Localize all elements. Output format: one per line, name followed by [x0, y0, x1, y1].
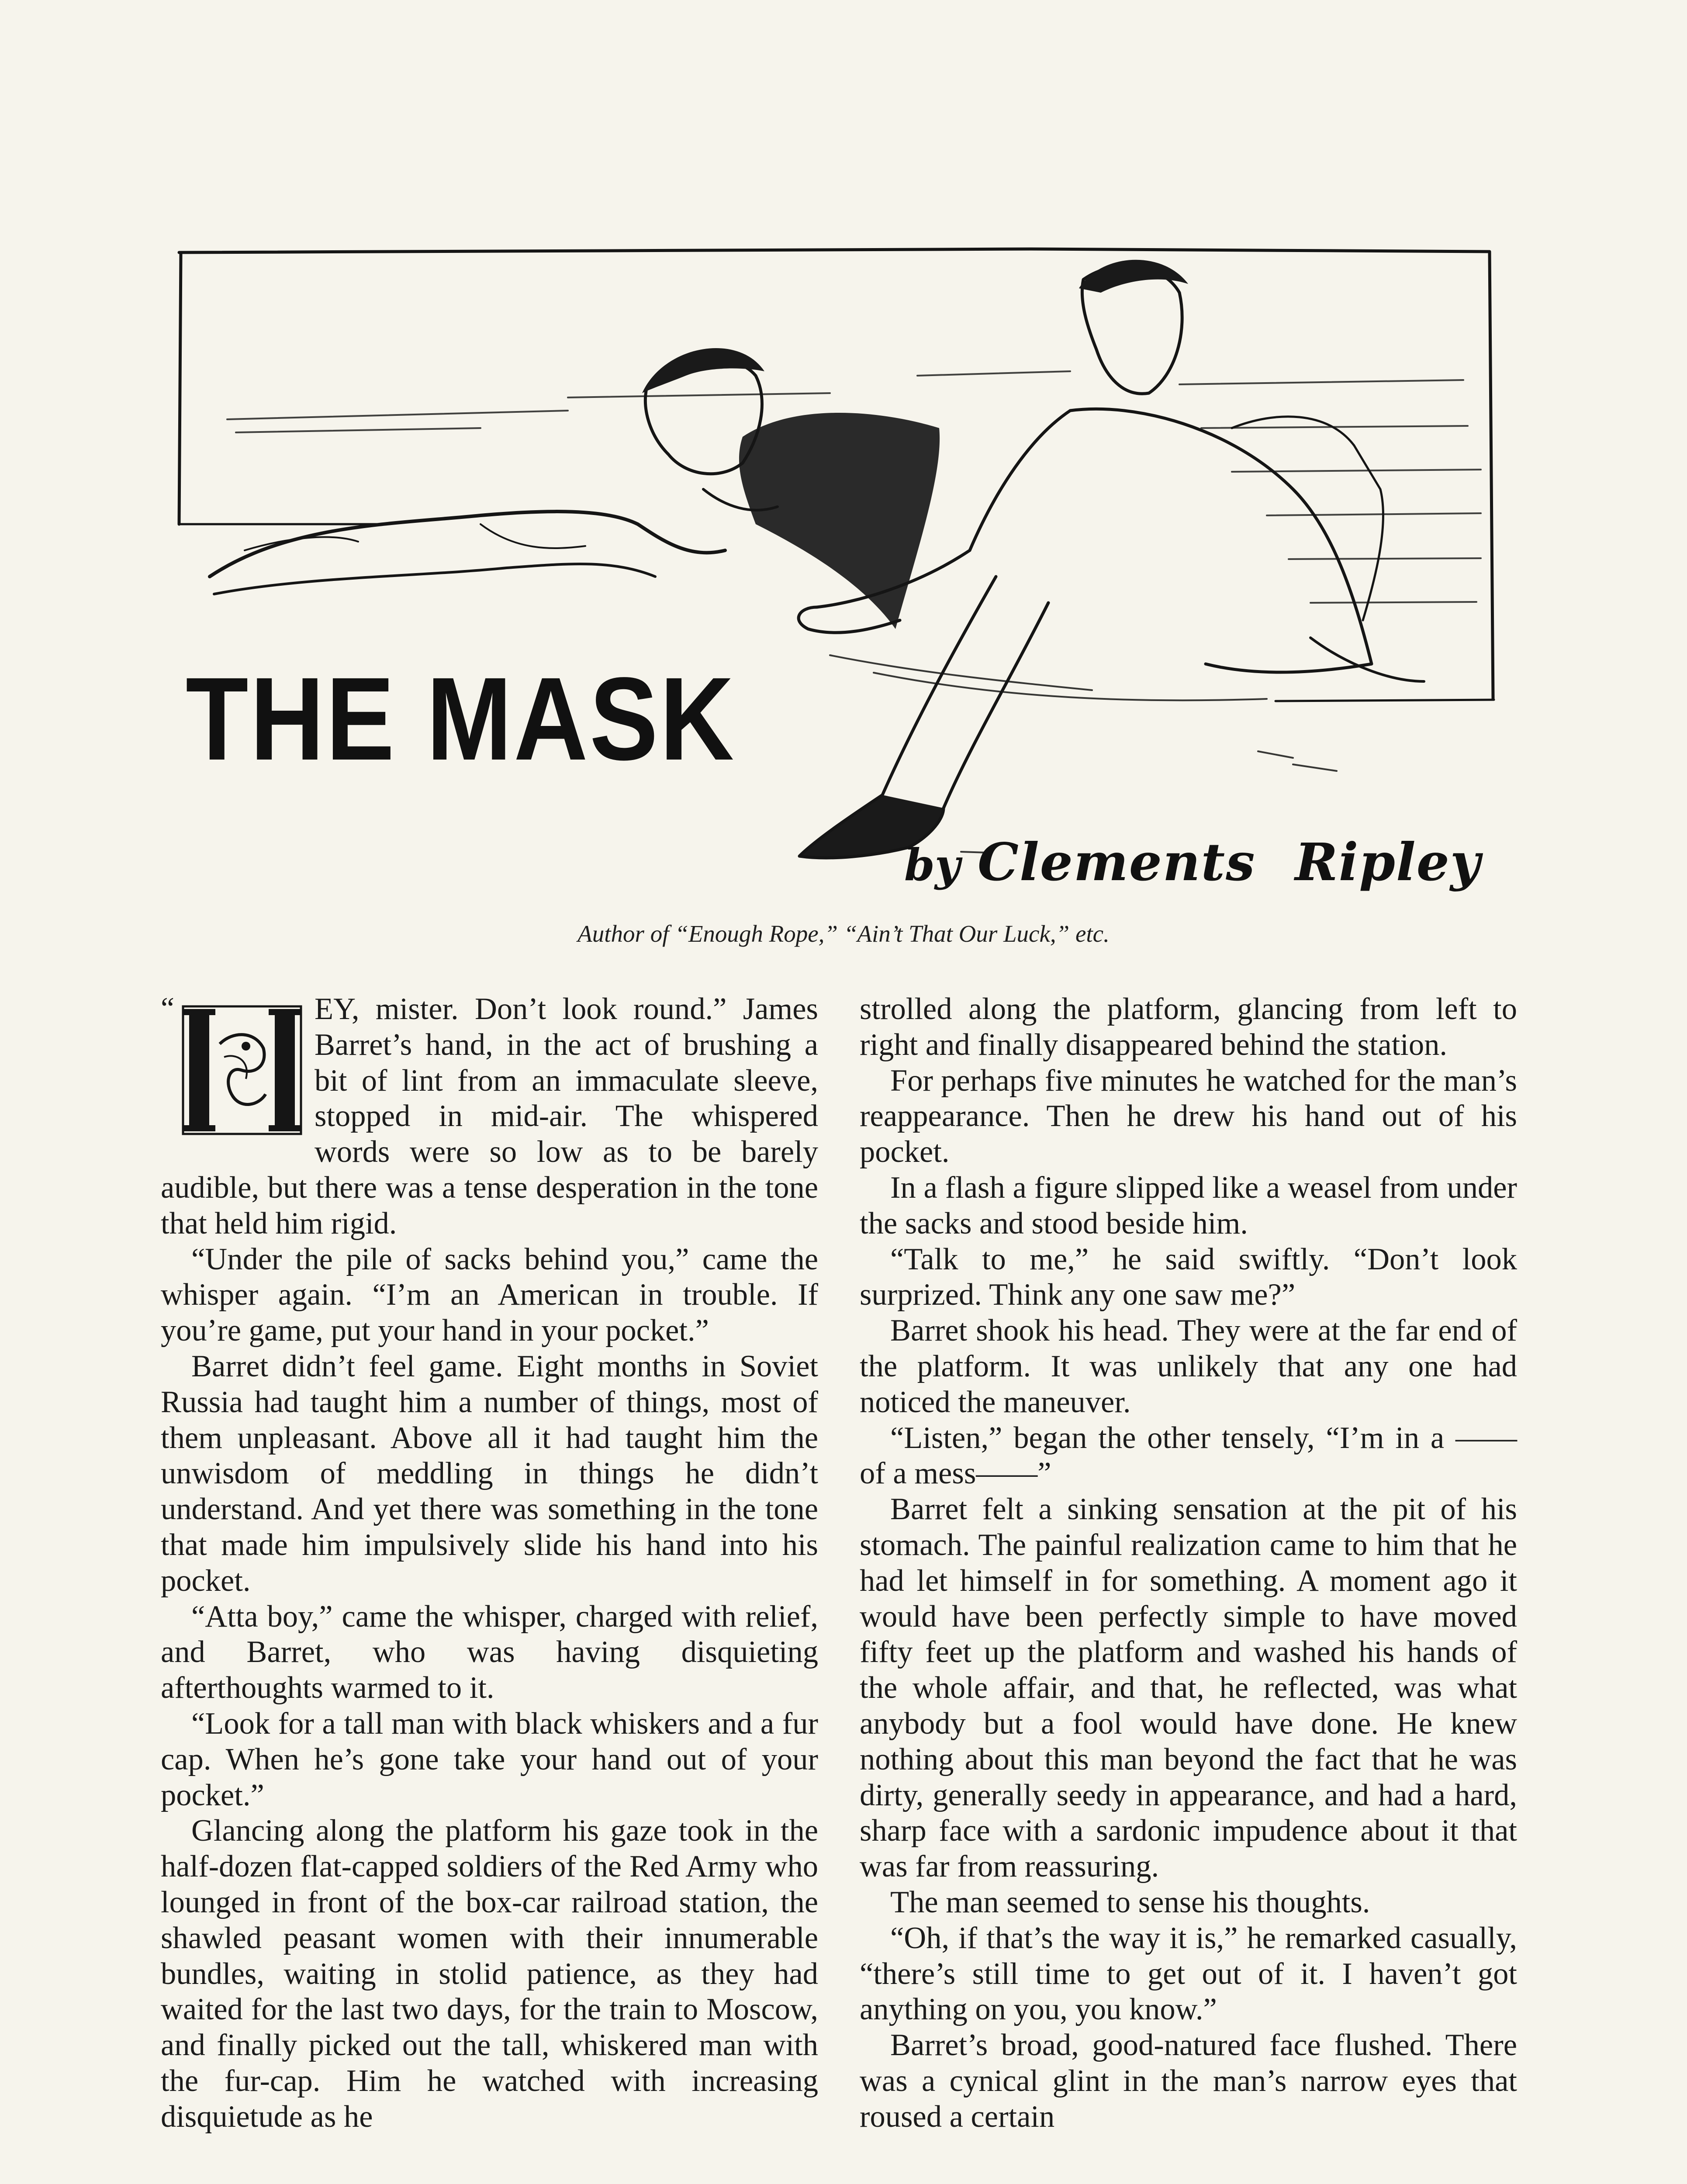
paragraph: “Listen,” began the other tensely, “I’m in a —— of a mess——”	[860, 1420, 1517, 1491]
drop-cap	[161, 992, 305, 1138]
author-credit: Author of “Enough Rope,” “Ain’t That Our Luck,” etc.	[577, 920, 1110, 947]
paragraph: Barret felt a sinking sensation at the pit of his stomach. The painful realization came to him that he had let himself in for something. A moment ago it would have been perfectly simple to have moved fifty feet up the platform and washed his hands of the whole affair, and that, he reflected, was what anybody but a fool would have done. He knew nothing about this man beyond the fact that he was dirty, generally seedy in appearance, and had a hard, sharp face with a sardonic impudence about it that was far from reassuring.	[860, 1492, 1517, 1884]
paragraph: For perhaps five minutes he watched for the man’s reappearance. Then he drew his hand out of his pocket.	[860, 1063, 1517, 1169]
paragraph: In a flash a figure slipped like a weasel from under the sacks and stood beside him.	[860, 1170, 1517, 1241]
paragraph: “Talk to me,” he said swiftly. “Don’t look surprized. Think any one saw me?”	[860, 1242, 1517, 1312]
story-title: THE MASK	[186, 652, 736, 785]
byline	[904, 832, 1481, 892]
ornamental-letter-h-icon	[180, 1005, 304, 1136]
author-last-name: Ripley	[1295, 832, 1481, 892]
paragraph: Barret shook his head. They were at the far end of the platform. It was unlikely that any one had noticed the maneuver.	[860, 1313, 1517, 1419]
paragraph: The man seemed to sense his thoughts.	[890, 1885, 1370, 1919]
drop-cap-quote: “	[161, 992, 175, 1025]
paragraph: “Look for a tall man with black whiskers and a fur cap. When he’s gone take your hand out of your pocket.”	[161, 1706, 818, 1812]
byline-by: by	[904, 839, 961, 891]
paragraph: Glancing along the platform his gaze took in the half-dozen flat-capped soldiers of the Red Army who lounged in front of the box-car railroad station, the shawled peasant women with their innumerable bundles, waiting in stolid patience, as they had waited for the last two days, for the train to Moscow, and finally picked out the tall, whiskered man with the fur-cap. Him he watched with increasing disquietude as he	[161, 1814, 818, 2134]
paragraph: Barret’s broad, good-natured face flushed. There was a cynical glint in the man’s narrow eyes that roused a certain	[860, 2028, 1517, 2134]
text-column-right	[860, 992, 1517, 2135]
paragraph: “Oh, if that’s the way it is,” he remarked casually, “there’s still time to get out of it. I haven’t got anything on you, you know.”	[860, 1921, 1517, 2027]
text-column-left	[161, 992, 818, 2135]
paragraph: “Atta boy,” came the whisper, charged with relief, and Barret, who was having disquieting afterthoughts warmed to it.	[161, 1599, 818, 1705]
author-first-name: Clements	[978, 832, 1256, 892]
story-illustration	[175, 245, 1507, 900]
paragraph: strolled along the platform, glancing from left to right and finally disappeared behind the station.	[860, 992, 1517, 1062]
paragraph: EY, mister. Don’t look round.” James Barret’s hand, in the act of brushing a bit of lint from an immaculate sleeve, stopped in mid-air. The whispered words were so low as to be barely audible, but there was a tense desperation in the tone that held him rigid.	[161, 992, 818, 1241]
paragraph: Barret didn’t feel game. Eight months in Soviet Russia had taught him a number of things, most of them unpleasant. Above all it had taught him the unwisdom of meddling in things he didn’t understand. And yet there was something in the tone that made him impulsively slide his hand into his pocket.	[161, 1349, 818, 1598]
paragraph: “Under the pile of sacks behind you,” came the whisper again. “I’m an American in trouble. If you’re game, put your hand in your pocket.”	[161, 1242, 818, 1348]
